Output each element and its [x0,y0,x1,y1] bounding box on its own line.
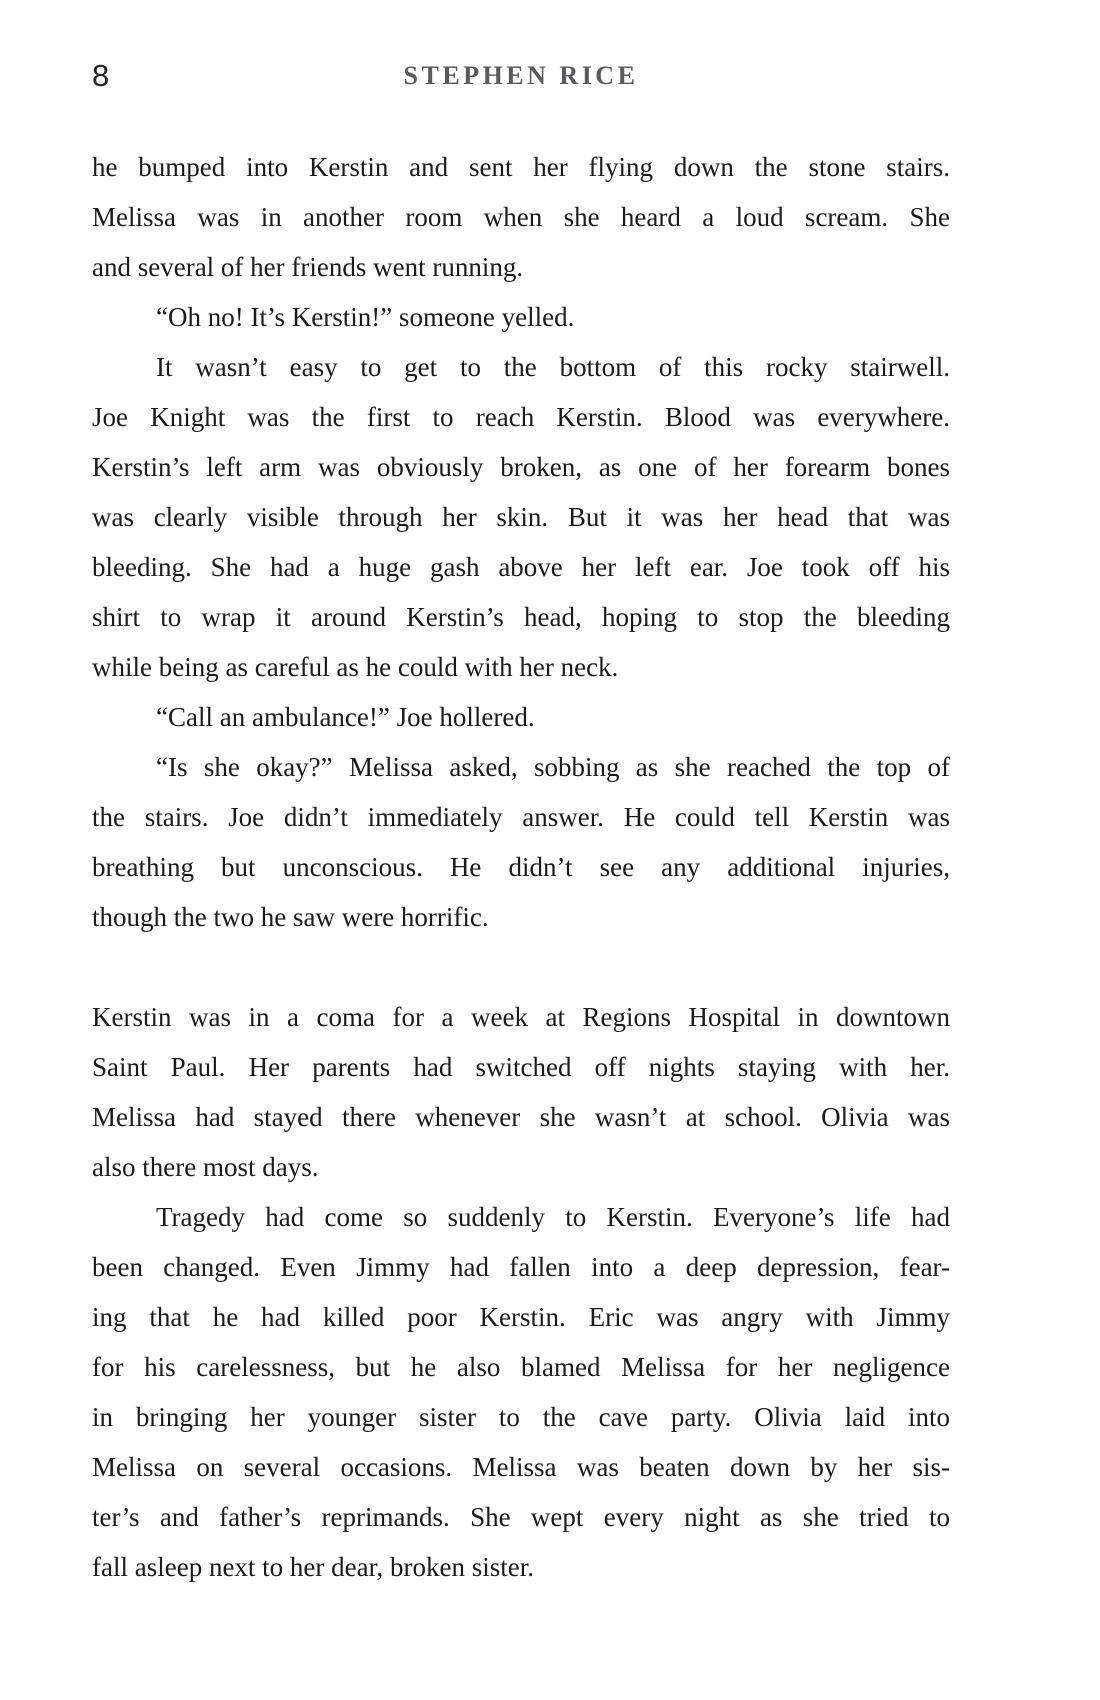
text-line: and several of her friends went running. [92,252,524,282]
section-break [92,942,950,992]
text-line: in bringing her younger sister to the cave party. Olivia laid into [92,1402,950,1432]
body-text [92,142,950,1592]
text-line: the stairs. Joe didn’t immediately answer. He could tell Kerstin was [92,802,950,832]
text-line: “Is she okay?” Melissa asked, sobbing as she reached the top of [156,752,950,782]
text-line: Saint Paul. Her parents had switched off nights staying with her. [92,1052,950,1082]
text-line: ing that he had killed poor Kerstin. Eric was angry with Jimmy [92,1302,950,1332]
text-line: “Oh no! It’s Kerstin!” someone yelled. [156,302,575,332]
text-line: while being as careful as he could with her neck. [92,652,619,682]
text-line: also there most days. [92,1152,319,1182]
running-header-title: STEPHEN RICE [403,61,639,90]
text-line: “Call an ambulance!” Joe hollered. [156,702,535,732]
text-line: ter’s and father’s reprimands. She wept every night as she tried to [92,1502,950,1532]
text-line: Kerstin’s left arm was obviously broken, as one of her forearm bones [92,452,950,482]
text-line: shirt to wrap it around Kerstin’s head, hoping to stop the bleeding [92,602,950,632]
text-line: been changed. Even Jimmy had fallen into a deep depression, fear- [92,1252,950,1282]
text-line: was clearly visible through her skin. But it was her head that was [92,502,950,532]
text-line: fall asleep next to her dear, broken sister. [92,1552,535,1582]
text-line: breathing but unconscious. He didn’t see any additional injuries, [92,852,950,882]
text-line: Kerstin was in a coma for a week at Regions Hospital in downtown [92,1002,950,1032]
text-line: Joe Knight was the first to reach Kerstin. Blood was everywhere. [92,402,950,432]
text-line: Tragedy had come so suddenly to Kerstin. Everyone’s life had [156,1202,950,1232]
text-line: he bumped into Kerstin and sent her flying down the stone stairs. [92,152,950,182]
page-number: 8 [92,58,110,93]
text-line: Melissa had stayed there whenever she wasn’t at school. Olivia was [92,1102,950,1132]
text-line: Melissa was in another room when she heard a loud scream. She [92,202,950,232]
text-line: though the two he saw were horrific. [92,902,489,932]
text-line: for his carelessness, but he also blamed Melissa for her negligence [92,1352,950,1382]
text-line: bleeding. She had a huge gash above her left ear. Joe took off his [92,552,950,582]
text-line: Melissa on several occasions. Melissa was beaten down by her sis- [92,1452,950,1482]
text-line: It wasn’t easy to get to the bottom of this rocky stairwell. [156,352,950,382]
